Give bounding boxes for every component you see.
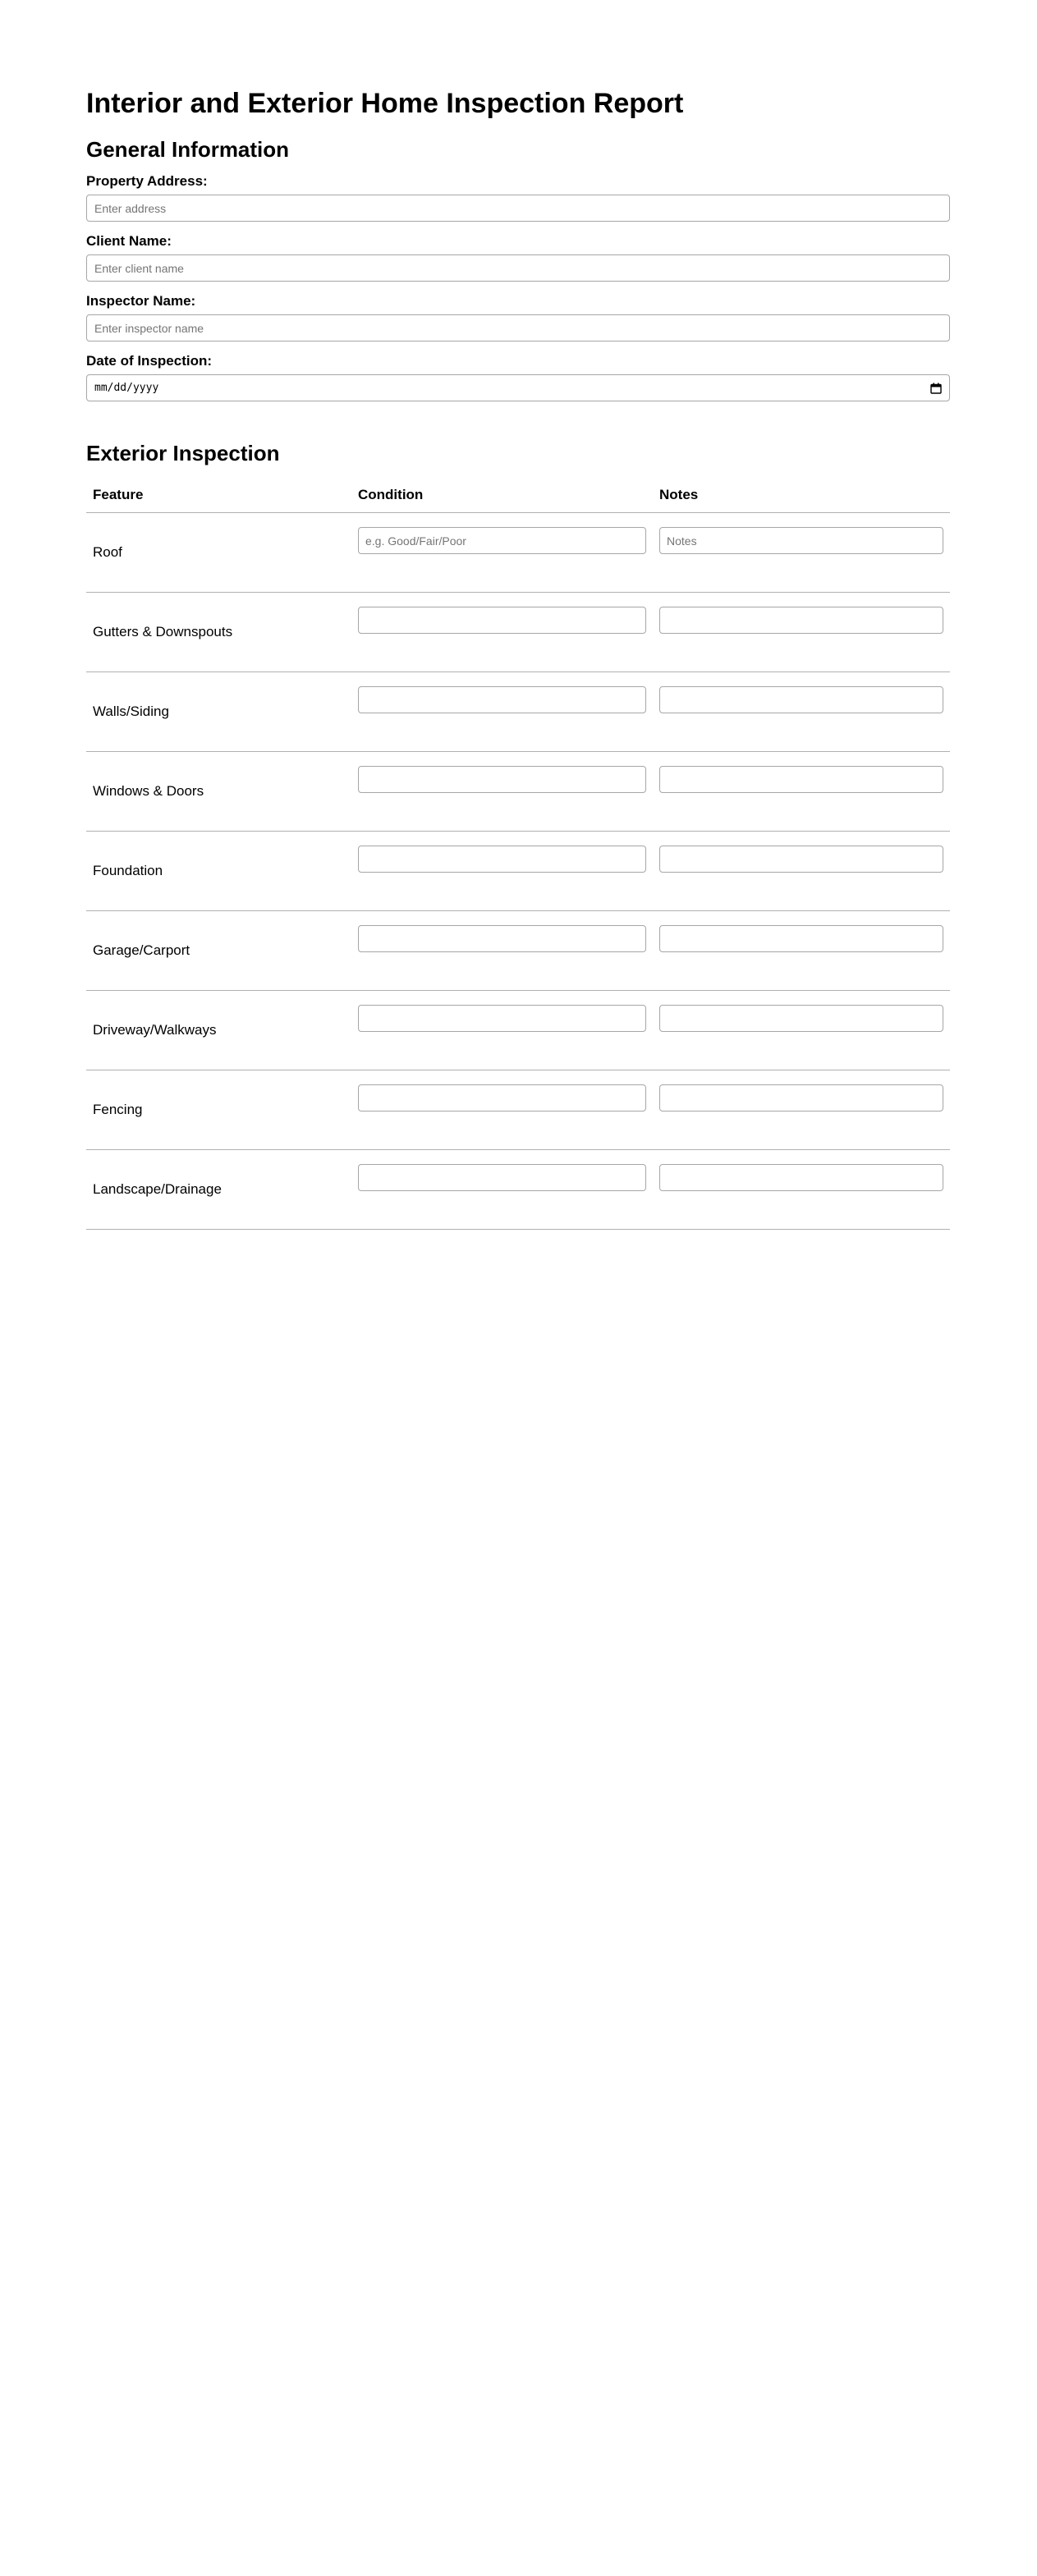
- condition-input[interactable]: [358, 1164, 646, 1191]
- exterior-inspection-table: [86, 478, 950, 1230]
- condition-input[interactable]: [358, 846, 646, 873]
- calendar-icon[interactable]: [930, 383, 942, 394]
- feature-cell: Walls/Siding: [86, 672, 351, 752]
- table-row: [86, 593, 950, 672]
- notes-input[interactable]: [659, 1084, 943, 1112]
- table-row: [86, 1150, 950, 1230]
- report-title: Interior and Exterior Home Inspection Report: [86, 88, 684, 119]
- table-row: [86, 752, 950, 832]
- client-name-input[interactable]: [86, 254, 950, 282]
- inspector-name-input[interactable]: [86, 314, 950, 341]
- feature-cell: Gutters & Downspouts: [86, 593, 351, 672]
- notes-input[interactable]: [659, 1164, 943, 1191]
- notes-input[interactable]: [659, 766, 943, 793]
- table-header-row: [86, 478, 950, 513]
- condition-input[interactable]: [358, 686, 646, 713]
- condition-input[interactable]: [358, 1084, 646, 1112]
- notes-input[interactable]: [659, 686, 943, 713]
- column-header-notes: Notes: [653, 478, 950, 513]
- column-header-feature: Feature: [86, 478, 351, 513]
- condition-input[interactable]: [358, 766, 646, 793]
- notes-input[interactable]: [659, 925, 943, 952]
- feature-cell: Landscape/Drainage: [86, 1150, 351, 1230]
- table-row: [86, 1070, 950, 1150]
- feature-cell: Windows & Doors: [86, 752, 351, 832]
- notes-input[interactable]: [659, 527, 943, 554]
- column-header-condition: Condition: [351, 478, 653, 513]
- notes-input[interactable]: [659, 1005, 943, 1032]
- property-address-input[interactable]: [86, 195, 950, 222]
- feature-cell: Fencing: [86, 1070, 351, 1150]
- general-information-heading: General Information: [86, 137, 290, 162]
- inspector-name-label: Inspector Name:: [86, 293, 196, 309]
- exterior-inspection-heading: Exterior Inspection: [86, 441, 280, 465]
- condition-input[interactable]: [358, 1005, 646, 1032]
- feature-cell: Foundation: [86, 832, 351, 911]
- condition-input[interactable]: [358, 925, 646, 952]
- table-row: [86, 911, 950, 991]
- feature-cell: Driveway/Walkways: [86, 991, 351, 1070]
- viewport-clip: [0, 0, 1037, 1197]
- date-of-inspection-input[interactable]: [86, 374, 950, 401]
- table-row: [86, 991, 950, 1070]
- feature-cell: Roof: [86, 513, 351, 593]
- condition-input[interactable]: [358, 607, 646, 634]
- condition-input[interactable]: [358, 527, 646, 554]
- client-name-label: Client Name:: [86, 233, 172, 249]
- notes-input[interactable]: [659, 607, 943, 634]
- table-row: [86, 513, 950, 593]
- feature-cell: Garage/Carport: [86, 911, 351, 991]
- table-row: [86, 672, 950, 752]
- notes-input[interactable]: [659, 846, 943, 873]
- date-of-inspection-label: Date of Inspection:: [86, 353, 213, 369]
- property-address-label: Property Address:: [86, 173, 208, 189]
- date-placeholder: mm/dd/yyyy: [94, 382, 159, 394]
- table-row: [86, 832, 950, 911]
